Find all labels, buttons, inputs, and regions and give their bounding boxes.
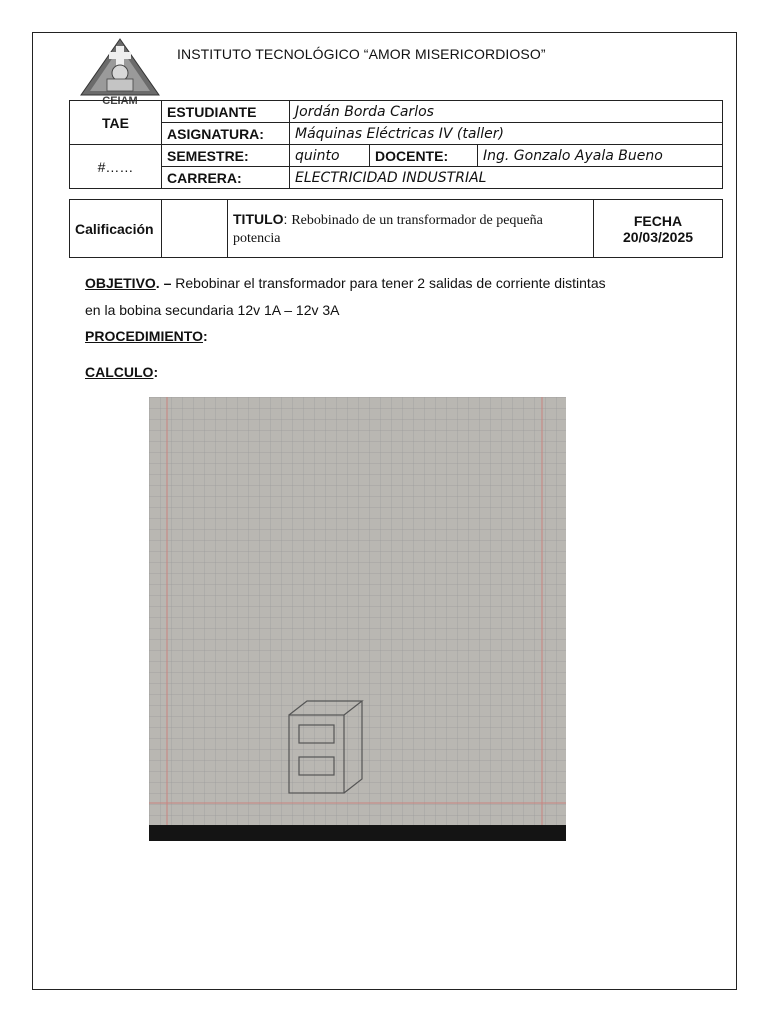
calificacion-value <box>162 200 228 258</box>
estudiante-value: Jordán Borda Carlos <box>290 101 723 123</box>
grid-paper-sketch <box>149 397 566 841</box>
titulo-label: TITULO <box>233 210 284 227</box>
number-label: #…… <box>70 145 162 189</box>
semestre-label: SEMESTRE: <box>162 145 290 167</box>
procedimiento-line: PROCEDIMIENTO: <box>85 328 208 344</box>
objetivo-text-1: Rebobinar el transformador para tener 2 salidas de corriente distintas <box>175 275 606 291</box>
calificacion-label: Calificación <box>70 200 162 258</box>
objetivo-sep: . – <box>155 275 172 291</box>
logo-text: CEIAM <box>102 95 138 105</box>
titulo-cell: TITULO: Rebobinado de un transformador de pequeña potencia <box>228 200 594 258</box>
fecha-value: 20/03/2025 <box>622 228 694 245</box>
asignatura-value: Máquinas Eléctricas IV (taller) <box>290 123 723 145</box>
titulo-value: Rebobinado de un transformador de pequeña potencia <box>233 212 543 246</box>
student-info-table <box>69 100 723 189</box>
docente-value: Ing. Gonzalo Ayala Bueno <box>478 145 723 167</box>
estudiante-label: ESTUDIANTE <box>162 101 290 123</box>
procedimiento-label: PROCEDIMIENTO <box>85 328 203 344</box>
institute-title: INSTITUTO TECNOLÓGICO “AMOR MISERICORDIOSO” <box>177 46 546 62</box>
asignatura-label: ASIGNATURA: <box>162 123 290 145</box>
objetivo-text-2: en la bobina secundaria 12v 1A – 12v 3A <box>85 302 340 318</box>
objetivo-label: OBJETIVO <box>85 275 156 291</box>
carrera-label: CARRERA: <box>162 167 290 189</box>
carrera-value: ELECTRICIDAD INDUSTRIAL <box>290 167 723 189</box>
calculo-line: CALCULO: <box>85 364 159 380</box>
ceiam-logo <box>79 37 161 105</box>
tae-label: TAE <box>70 101 162 145</box>
calculo-label: CALCULO <box>85 364 154 380</box>
document-page <box>32 32 737 990</box>
calculation-photo <box>149 397 566 841</box>
title-row-table <box>69 199 723 258</box>
fecha-cell <box>594 200 723 258</box>
semestre-value: quinto <box>290 145 370 167</box>
docente-label: DOCENTE: <box>370 145 478 167</box>
fecha-label: FECHA <box>633 212 683 229</box>
objetivo-line1 <box>85 275 606 291</box>
